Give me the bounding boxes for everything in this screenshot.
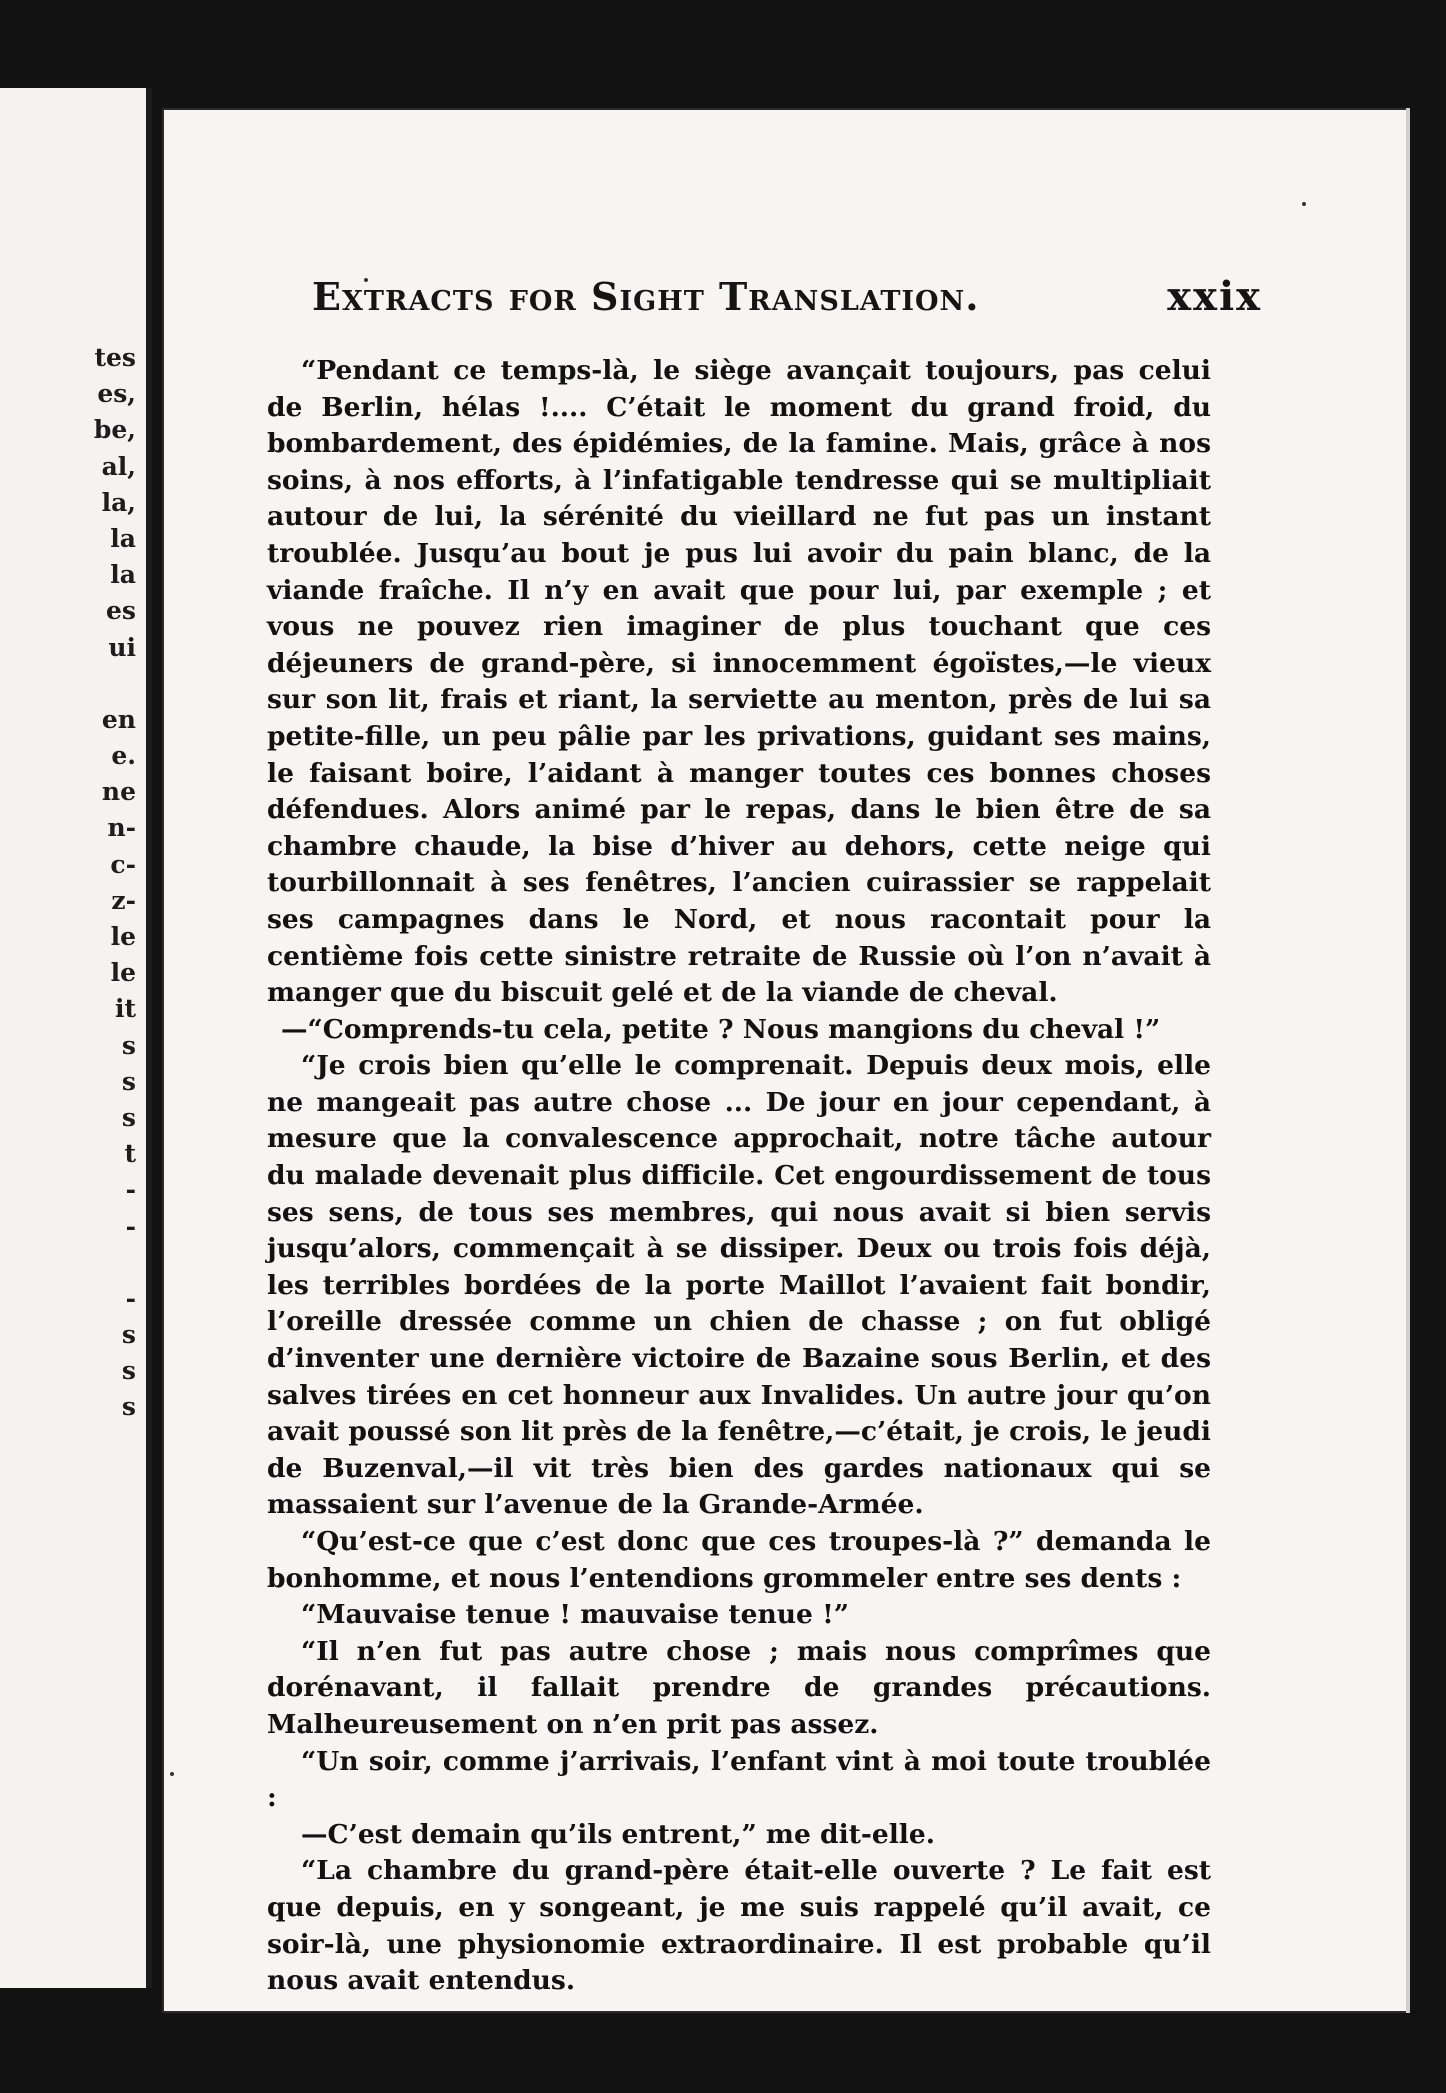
facing-page-fragment: en [101, 704, 136, 734]
facing-page-fragment: - [125, 1283, 136, 1313]
paragraph: —C’est demain qu’ils entrent,” me dit-elle. [301, 1818, 935, 1850]
facing-page-fragment: s [121, 1392, 136, 1422]
facing-page-fragment: es [106, 596, 136, 626]
facing-page-fragment: c- [110, 849, 136, 879]
facing-page-edge [0, 88, 152, 1988]
paragraph: “Qu’est-ce que c’est donc que ces troupes-là ?” demanda le bonhomme, et nous l’entendions grommeler entre ses dents : [267, 1526, 1211, 1594]
facing-page-fragment: t [124, 1139, 136, 1169]
facing-page-fragment: al, [101, 451, 136, 481]
facing-page-fragment: - [125, 1175, 136, 1205]
paragraph: “Pendant ce temps-là, le siège avançait toujours, pas celui de Berlin, hélas !.... C’était le moment du grand froid, du bombardement, des épidémies, de la famine. Mais, grâce à nos soins, à nos efforts, à l’infatigable tendresse qui se multipliait autour de lui, la sérénité du vieillard ne fut pas un instant troublée. Jusqu’au bout je pus lui avoir du pain blanc, de la viande fraîche. Il n’y en avait que pour lui, par exemple ; et vous ne pouvez rien imaginer de plus touchant que ces déjeuners de grand-père, si innocemment égoïstes,—le vieux sur son lit, frais et riant, la serviette au menton, près de lui sa petite-fille, un peu pâlie par les privations, guidant ses mains, le faisant boire, l’aidant à manger toutes ces bonnes choses défendues. Alors animé par le repas, dans le bien être de sa chambre chaude, la bise d’hiver au dehors, cette neige qui tourbillonnait à ses fenêtres, l’ancien cuirassier se rappelait ses campagnes dans le Nord, et nous racontait pour la centième fois cette sinistre retraite de Russie où l’on n’avait à manger que du biscuit gelé et de la viande de cheval. [267, 355, 1211, 1009]
facing-page-fragment: la [110, 560, 136, 590]
running-head [312, 273, 1262, 320]
facing-page-fragment: s [121, 1356, 136, 1386]
ink-speck [170, 1772, 174, 1776]
running-head-title: Extracts for Sight Translation. [312, 274, 980, 319]
body-text [267, 353, 1211, 2000]
facing-page-fragment: ui [108, 632, 136, 662]
facing-page-fragment: le [110, 922, 136, 951]
facing-page-fragment: - [125, 1211, 136, 1241]
facing-page-fragment: le [110, 958, 136, 988]
paragraph: “La chambre du grand-père était-elle ouverte ? Le fait est que depuis, en y songeant, je me suis rappelé qu’il avait, ce soir-là, une physionomie extraordinaire. Il est probable qu’il nous avait entendus. [267, 1855, 1211, 1997]
facing-page-fragment: n- [107, 813, 136, 843]
facing-page-fragment: la [110, 523, 136, 553]
facing-page-fragment [6, 1245, 136, 1281]
paragraph: “Un soir, comme j’arrivais, l’enfant vint à moi toute troublée : [267, 1745, 1211, 1814]
paragraph: “Il n’en fut pas autre chose ; mais nous comprîmes que dorénavant, il fallait prendre de grandes précautions. Malheureusement on n’en prit pas assez. [267, 1635, 1211, 1740]
facing-page-fragment [6, 666, 136, 702]
book-page [162, 108, 1410, 2013]
facing-page-fragment: s [121, 1066, 136, 1096]
page-number: xxix [1167, 273, 1262, 320]
facing-page-fragment: es, [97, 379, 136, 409]
facing-page-fragment: it [114, 994, 136, 1024]
facing-page-fragment: s [121, 1320, 136, 1350]
paragraph: “Mauvaise tenue ! mauvaise tenue !” [301, 1599, 849, 1631]
facing-page-fragment: z- [111, 885, 136, 915]
paragraph: —“Comprends-tu cela, petite ? Nous mangions du cheval !” [281, 1013, 1161, 1045]
facing-page-fragment: ne [101, 777, 136, 807]
facing-page-fragment: s [121, 1030, 136, 1060]
paragraph: “Je crois bien qu’elle le comprenait. Depuis deux mois, elle ne mangeait pas autre chose ... De jour en jour cependant, à mesure que la convalescence approchait, notre tâche autour du malade devenait plus difficile. Cet engourdissement de tous ses sens, de tous ses membres, qui nous avait si bien servis jusqu’alors, commençait à se dissiper. Deux ou trois fois déjà, les terribles bordées de la porte Maillot l’avaient fait bondir, l’oreille dressée comme un chien de chasse ; on fut obligé d’inventer une dernière victoire de Bazaine sous Berlin, et des salves tirées en cet honneur aux Invalides. Un autre jour qu’on avait poussé son lit près de la fenêtre,—c’était, je crois, le jeudi de Buzenval,—il vit très bien des gardes nationaux qui se massaient sur l’avenue de la Grande-Armée. [267, 1050, 1211, 1521]
facing-page-fragment: tes [94, 343, 136, 372]
facing-page-text-fragments [6, 340, 146, 1426]
facing-page-fragment: s [121, 1102, 136, 1132]
facing-page-fragment: be, [93, 415, 136, 445]
facing-page-fragment: la, [101, 487, 136, 517]
facing-page-fragment: e. [111, 741, 136, 771]
ink-speck [1302, 202, 1306, 206]
